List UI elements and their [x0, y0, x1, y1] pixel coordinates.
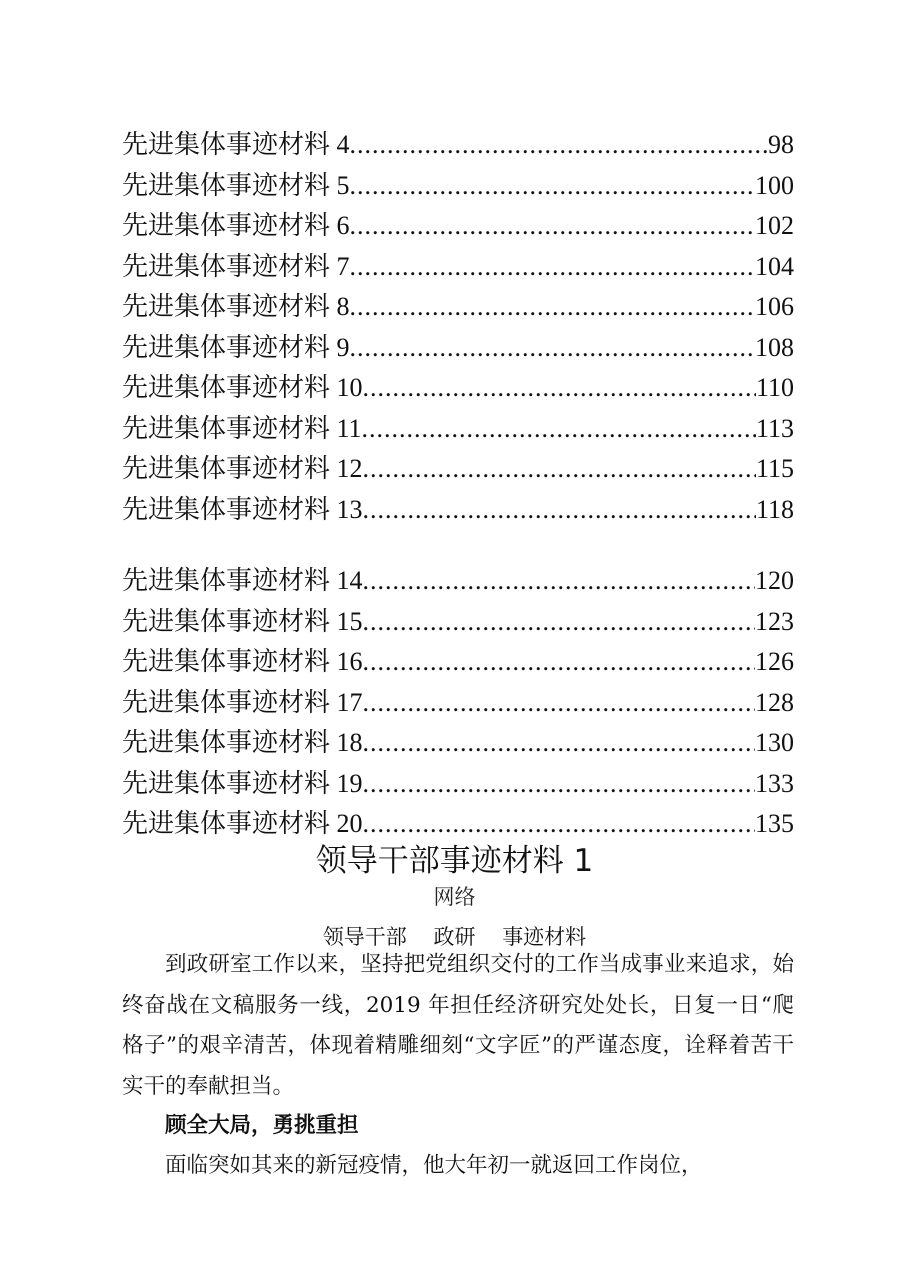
- toc-dot-leader: [350, 328, 755, 369]
- toc-entry[interactable]: [122, 328, 794, 369]
- body-paragraph: 面临突如其来的新冠疫情，他大年初一就返回工作岗位，: [165, 1153, 703, 1178]
- toc-page-number: 108: [755, 332, 794, 362]
- keyword: 事迹材料: [502, 925, 587, 949]
- toc-entry-label: 先进集体事迹材料 8: [122, 292, 350, 321]
- toc-dot-leader: [350, 206, 755, 247]
- toc-dot-leader: [350, 125, 768, 166]
- toc-dot-leader: [363, 723, 755, 764]
- toc-entry[interactable]: [122, 764, 794, 805]
- toc-entry-label: 先进集体事迹材料 12: [122, 454, 363, 483]
- toc-dot-leader: [363, 764, 755, 805]
- toc-page-number: 106: [755, 292, 794, 321]
- toc-entry-label: 先进集体事迹材料 17: [122, 687, 363, 717]
- toc-dot-leader: [363, 602, 755, 643]
- toc-entry[interactable]: [122, 206, 794, 247]
- toc-entry-label: 先进集体事迹材料 13: [122, 494, 363, 524]
- table-of-contents-continued: [122, 561, 794, 845]
- toc-entry[interactable]: [122, 561, 794, 602]
- toc-page-number: 113: [755, 413, 794, 443]
- toc-entry-label: 先进集体事迹材料 16: [122, 647, 363, 676]
- toc-page-number: 98: [768, 130, 794, 159]
- toc-dot-leader: [350, 287, 755, 328]
- toc-entry[interactable]: [122, 368, 794, 409]
- toc-dot-leader: [363, 368, 756, 409]
- toc-entry[interactable]: [122, 409, 794, 450]
- toc-page-number: 118: [755, 494, 794, 524]
- toc-entry[interactable]: [122, 166, 794, 207]
- toc-page-number: 135: [755, 809, 794, 838]
- toc-entry-label: 先进集体事迹材料 5: [122, 170, 350, 200]
- section-heading: 顾全大局，勇挑重担: [165, 1113, 359, 1138]
- toc-entry-label: 先进集体事迹材料 7: [122, 251, 350, 281]
- toc-entry-label: 先进集体事迹材料 19: [122, 768, 363, 798]
- toc-entry[interactable]: [122, 125, 794, 166]
- toc-page-number: 126: [755, 647, 794, 676]
- toc-page-number: 102: [755, 211, 794, 240]
- toc-entry-label: 先进集体事迹材料 10: [122, 373, 363, 402]
- toc-dot-leader: [350, 166, 755, 207]
- toc-entry-label: 先进集体事迹材料 4: [122, 130, 350, 159]
- toc-entry[interactable]: [122, 683, 794, 724]
- toc-entry[interactable]: [122, 449, 794, 490]
- toc-dot-leader: [363, 683, 755, 724]
- toc-entry[interactable]: [122, 490, 794, 531]
- article-source: 网络: [433, 885, 476, 909]
- toc-page-number: 100: [755, 170, 794, 200]
- toc-dot-leader: [362, 409, 756, 450]
- toc-dot-leader: [363, 490, 756, 531]
- keyword: 领导干部: [322, 925, 407, 949]
- toc-entry[interactable]: [122, 247, 794, 288]
- toc-dot-leader: [363, 804, 755, 845]
- toc-entry[interactable]: [122, 642, 794, 683]
- keyword: 政研: [433, 925, 476, 949]
- toc-page-number: 128: [755, 687, 794, 717]
- toc-page-number: 115: [755, 454, 794, 483]
- toc-page-number: 104: [755, 251, 794, 281]
- toc-entry-label: 先进集体事迹材料 14: [122, 566, 363, 595]
- toc-page-number: 130: [755, 728, 794, 757]
- toc-entry[interactable]: [122, 804, 794, 845]
- toc-entry-label: 先进集体事迹材料 6: [122, 211, 350, 240]
- article-title: 领导干部事迹材料 1: [315, 843, 594, 879]
- toc-page-number: 123: [755, 606, 794, 636]
- toc-dot-leader: [363, 642, 755, 683]
- toc-entry[interactable]: [122, 602, 794, 643]
- toc-entry-label: 先进集体事迹材料 20: [122, 809, 363, 838]
- toc-page-number: 120: [755, 566, 794, 595]
- toc-page-number: 110: [755, 373, 794, 402]
- toc-dot-leader: [363, 561, 755, 602]
- toc-entry-label: 先进集体事迹材料 11: [122, 413, 362, 443]
- toc-entry-label: 先进集体事迹材料 18: [122, 728, 363, 757]
- table-of-contents: [122, 125, 794, 530]
- toc-entry[interactable]: [122, 723, 794, 764]
- toc-dot-leader: [363, 449, 756, 490]
- toc-dot-leader: [350, 247, 755, 288]
- toc-entry[interactable]: [122, 287, 794, 328]
- body-paragraph: 到政研室工作以来，坚持把党组织交付的工作当成事业来追求，始终奋战在文稿服务一线，2019 年担任经济研究处处长，日复一日“爬格子”的艰辛清苦，体现着精雕细刻“文字匠”的严谨态度，诠释着苦干实干的奉献担当。: [122, 952, 794, 1099]
- toc-entry-label: 先进集体事迹材料 15: [122, 606, 363, 636]
- toc-page-number: 133: [755, 768, 794, 798]
- toc-entry-label: 先进集体事迹材料 9: [122, 332, 350, 362]
